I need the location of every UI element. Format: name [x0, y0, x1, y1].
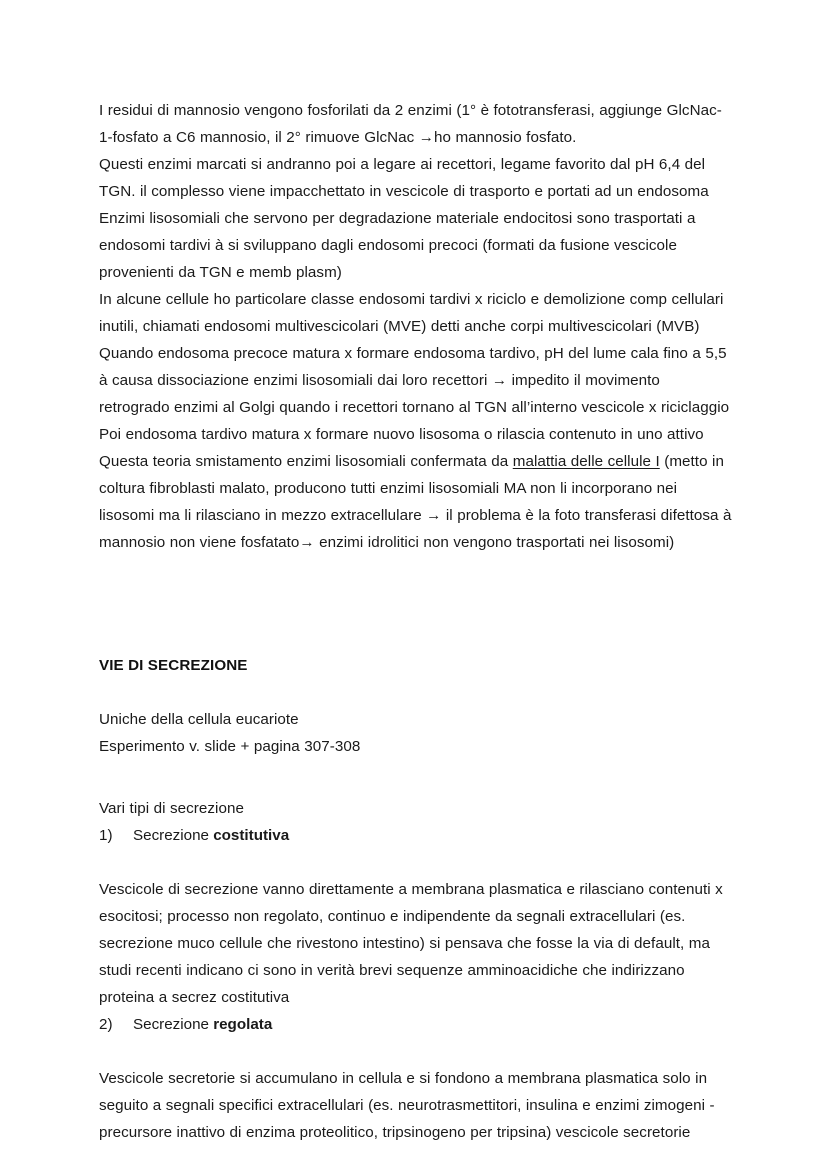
paragraph-eukaryote-only: Uniche della cellula eucariote: [99, 711, 299, 728]
paragraph-mannose-phosphorylation: I residui di mannosio vengono fosforilati da 2 enzimi (1° è fototransferasi, aggiunge GlcNac-1-fosfato a C6 mannosio, il 2° rimuove GlcNac →ho mannosio fosfato.: [99, 102, 722, 146]
paragraph-i-cell-disease: [99, 448, 733, 556]
list-marker-1: 1): [99, 827, 113, 844]
paragraph-endosome-maturation-ph: Quando endosoma precoce matura x formare endosoma tardivo, pH del lume cala fino a 5,5 à causa dissociazione enzimi lisosomiali dai loro recettori → impedito il movimento retrogrado enzimi al Golgi quando i recettori tornano al TGN all’interno vescicole x riciclaggio: [99, 345, 730, 416]
paragraph-constitutive-secretion-detail: Vescicole di secrezione vanno direttamente a membrana plasmatica e rilasciano contenuti x esocitosi; processo non regolato, continuo e indipendente da segnali extracellulari (es. secrezione muco cellule che rivestono intestino) si pensava che fosse la via di default, ma studi recenti indicano ci sono in verità brevi sequenze amminoacidiche che indirizzano proteina a secrez costitutiva: [99, 881, 723, 1006]
paragraph-secretion-types-intro: Vari tipi di secrezione: [99, 800, 244, 817]
paragraph-late-endosome-lysosome: Poi endosoma tardivo matura x formare nuovo lisosoma o rilascia contenuto in uno attivo: [99, 426, 704, 443]
section-title-vie-di-secrezione: VIE DI SECREZIONE: [99, 657, 248, 674]
list-item-2-bold-term: regolata: [213, 1016, 273, 1033]
list-item-1-label: [133, 822, 733, 849]
list-item-regulated-secretion: [99, 1011, 733, 1038]
section-spacer: [99, 556, 733, 652]
paragraph-receptor-binding-tgn: Questi enzimi marcati si andranno poi a legare ai recettori, legame favorito dal pH 6,4 del TGN. il complesso viene impacchettato in vescicole di trasporto e portati ad un endosoma: [99, 156, 709, 200]
i-cell-disease-underlined-term: malattia delle cellule I: [512, 453, 660, 470]
list-marker-2: 2): [99, 1016, 113, 1033]
paragraph-multivesicular-bodies: In alcune cellule ho particolare classe endosomi tardivi x riciclo e demolizione comp cellulari inutili, chiamati endosomi multivescicolari (MVE) detti anche corpi multivescicolari (MVB): [99, 291, 724, 335]
paragraph-experiment-reference: Esperimento v. slide + pagina 307-308: [99, 738, 361, 755]
i-cell-text-lead: Questa teoria smistamento enzimi lisosomiali confermata da: [99, 453, 513, 470]
list-item-constitutive-secretion: [99, 822, 733, 849]
paragraph-regulated-secretion-detail: Vescicole secretorie si accumulano in cellula e si fondono a membrana plasmatica solo in seguito a segnali specifici extracellulari (es. neurotrasmettitori, insulina e enzimi zimogeni -precursore inattivo di enzima proteolitico, tripsinogeno per tripsina) vescicole secretorie: [99, 1070, 715, 1141]
list-item-1-bold-term: costitutiva: [213, 827, 290, 844]
i-cell-text-tail: (metto in coltura fibroblasti malato, producono tutti enzimi lisosomiali MA non li incorporano nei lisosomi ma li rilasciano in mezzo extracellulare → il problema è la foto transferasi difettosa à mannosio non viene fosfatato→ enzimi idrolitici non vengono trasportati nei lisosomi): [99, 453, 732, 551]
list-item-1-plain: Secrezione: [133, 827, 214, 844]
minor-spacer: [99, 760, 733, 795]
list-item-2-plain: Secrezione: [133, 1016, 214, 1033]
document-body: [99, 97, 733, 1146]
paragraph-lysosomal-enzymes-endosomes: Enzimi lisosomiali che servono per degradazione materiale endocitosi sono trasportati a endosomi tardivi à si sviluppano dagli endosomi precoci (formati da fusione vescicole provenienti da TGN e memb plasm): [99, 210, 696, 281]
list-item-2-label: [133, 1011, 733, 1038]
